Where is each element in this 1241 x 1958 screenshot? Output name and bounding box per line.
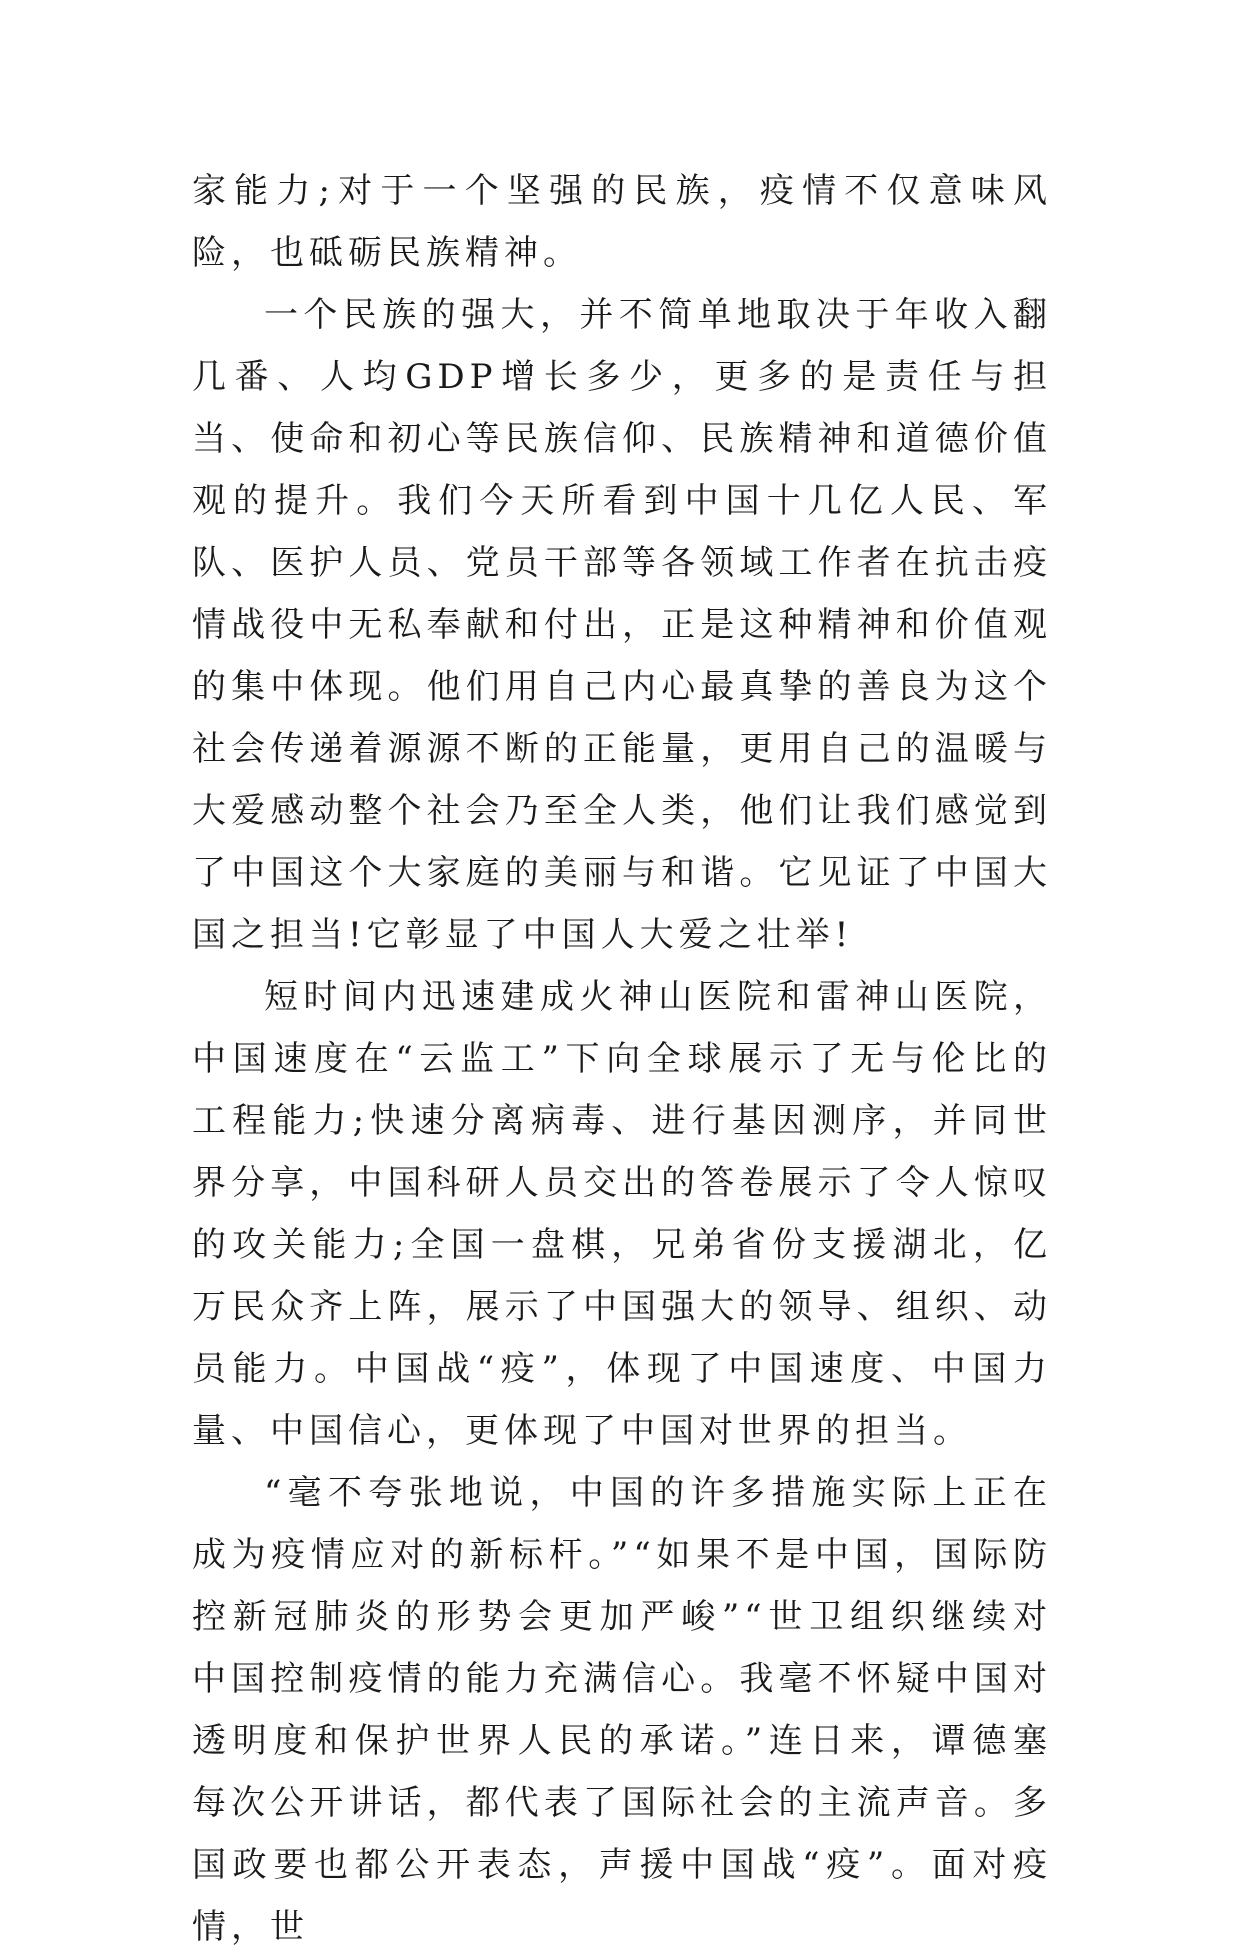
paragraph-2: 一个民族的强大，并不简单地取决于年收入翻几番、人均GDP增长多少，更多的是责任与担当、使命和初心等民族信仰、民族精神和道德价值观的提升。我们今天所看到中国十几亿人民、军队、医护人员、党员干部等各领域工作者在抗击疫情战役中无私奉献和付出，正是这种精神和价值观的集中体现。他们用自己内心最真挚的善良为这个社会传递着源源不断的正能量，更用自己的温暖与大爱感动整个社会乃至全人类，他们让我们感觉到了中国这个大家庭的美丽与和谐。它见证了中国大国之担当!它彰显了中国人大爱之壮举!	[192, 295, 1052, 955]
paragraph-4: “毫不夸张地说，中国的许多措施实际上正在成为疫情应对的新标杆。”“如果不是中国，国际防控新冠肺炎的形势会更加严峻”“世卫组织继续对中国控制疫情的能力充满信心。我毫不怀疑中国对透明度和保护世界人民的承诺。”连日来，谭德塞每次公开讲话，都代表了国际社会的主流声音。多国政要也都公开表态，声援中国战“疫”。面对疫情，世	[192, 1473, 1052, 1947]
paragraph-3: 短时间内迅速建成火神山医院和雷神山医院，中国速度在“云监工”下向全球展示了无与伦比的工程能力;快速分离病毒、进行基因测序，并同世界分享，中国科研人员交出的答卷展示了令人惊叹的攻关能力;全国一盘棋，兄弟省份支援湖北，亿万民众齐上阵，展示了中国强大的领导、组织、动员能力。中国战“疫”，体现了中国速度、中国力量、中国信心，更体现了中国对世界的担当。	[192, 977, 1052, 1451]
body-text	[192, 160, 1052, 1958]
paragraph-1: 家能力;对于一个坚强的民族，疫情不仅意味风险，也砥砺民族精神。	[192, 171, 1052, 273]
